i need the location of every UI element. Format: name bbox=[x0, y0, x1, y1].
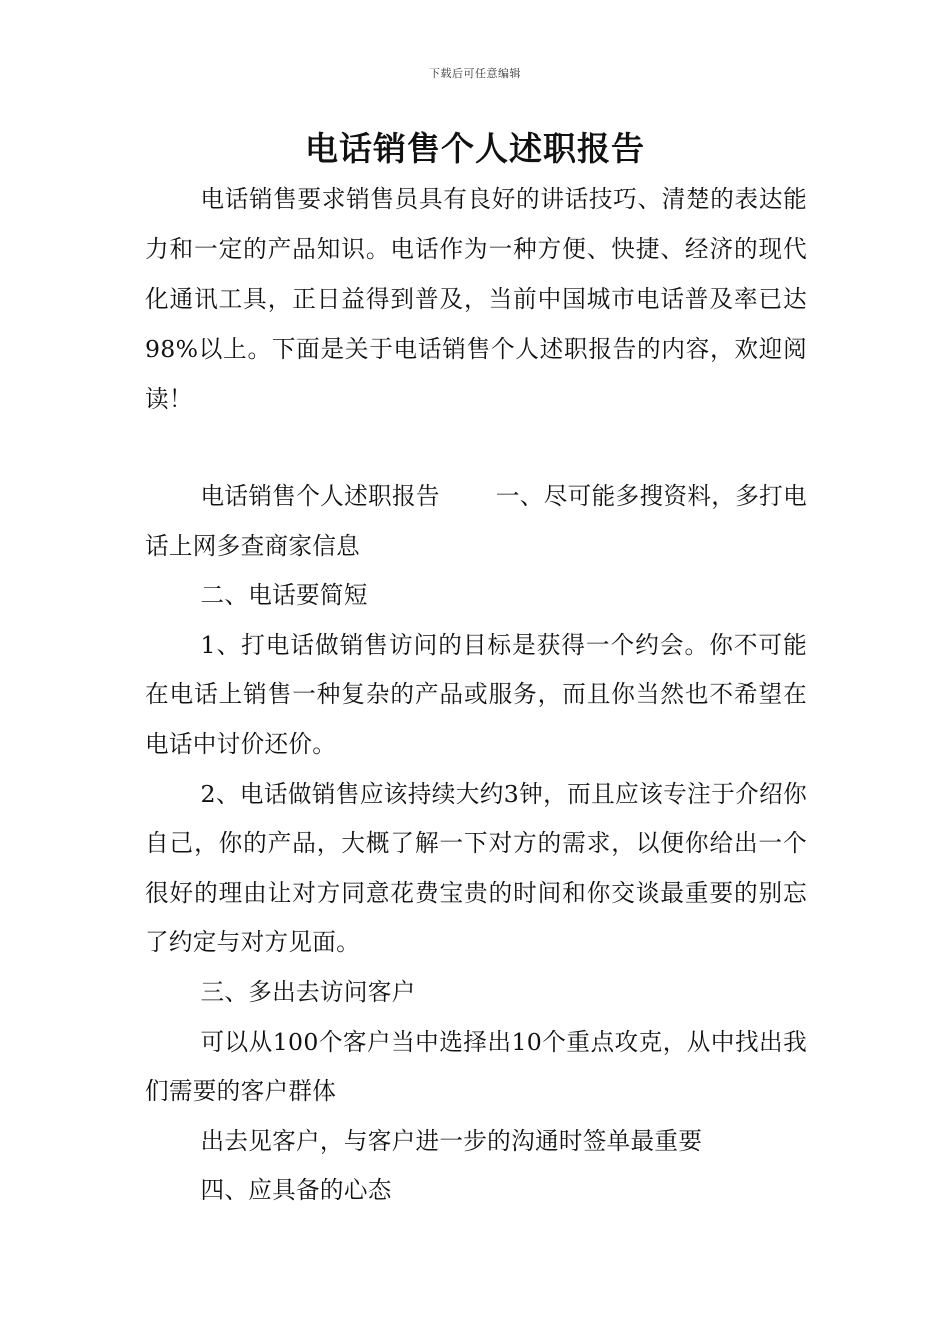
report-body bbox=[145, 472, 807, 1216]
header-note: 下载后可任意编辑 bbox=[429, 67, 521, 80]
paragraph-4: 出去见客户，与客户进一步的沟通时签单最重要 bbox=[200, 1126, 703, 1155]
subtitle-line bbox=[145, 472, 807, 571]
paragraph-3: 可以从100个客户当中选择出10个重点攻克，从中找出我们需要的客户群体 bbox=[145, 1027, 807, 1106]
section-3-heading: 三、多出去访问客户 bbox=[200, 977, 416, 1006]
page-title: 电话销售个人述职报告 bbox=[305, 129, 645, 168]
section-4-heading: 四、应具备的心态 bbox=[200, 1176, 392, 1205]
paragraph-1: 1、打电话做销售访问的目标是获得一个约会。你不可能在电话上销售一种复杂的产品或服务，而且你当然也不希望在电话中讨价还价。 bbox=[145, 630, 807, 758]
report-subtitle: 电话销售个人述职报告 bbox=[200, 482, 440, 510]
paragraph-2: 2、电话做销售应该持续大约3钟，而且应该专注于介绍你自己，你的产品，大概了解一下对方的需求，以便你给出一个很好的理由让对方同意花费宝贵的时间和你交谈最重要的别忘了约定与对方见面。 bbox=[145, 779, 807, 957]
section-2-heading: 二、电话要简短 bbox=[200, 581, 368, 610]
intro-block bbox=[145, 174, 807, 424]
section-1-heading: 一、尽可能多搜资料，多打电话上网多查商家信息 bbox=[145, 482, 808, 560]
intro-paragraph: 电话销售要求销售员具有良好的讲话技巧、清楚的表达能力和一定的产品知识。电话作为一种方便、快捷、经济的现代化通讯工具，正日益得到普及，当前中国城市电话普及率已达98%以上。下面是关于电话销售个人述职报告的内容，欢迎阅读！ bbox=[145, 185, 807, 413]
